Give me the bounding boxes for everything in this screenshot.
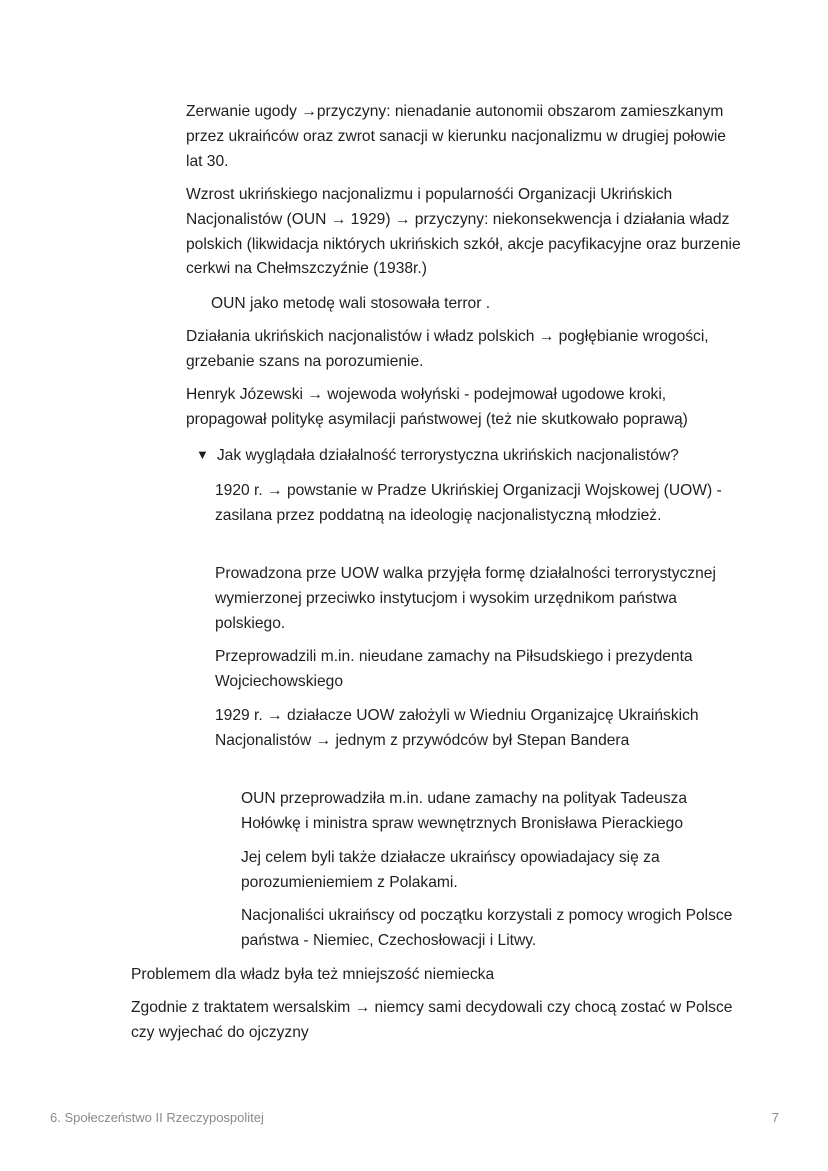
paragraph-dzialania: Działania ukrińskich nacjonalistów i władz polskich → pogłębianie wrogości, grzebanie szans na porozumienie.	[186, 328, 709, 370]
paragraph-cel-dzialacze: Jej celem byli także działacze ukraińscy opowiadajacy się za porozumieniemiem z Polakami.	[241, 849, 660, 891]
paragraph-zerwanie-ugody: Zerwanie ugody →przyczyny: nienadanie autonomii obszarom zamieszkanym przez ukraińców oraz zwrot sanacji w kierunku nacjonalizmu w drugiej połowie lat 30.	[186, 103, 726, 170]
paragraph-zamachy-nieudane: Przeprowadzili m.in. nieudane zamachy na Piłsudskiego i prezydenta Wojciechowskiego	[215, 648, 693, 690]
paragraph-wzrost-nacjonalizmu: Wzrost ukrińskiego nacjonalizmu i popularnośći Organizacji Ukrińskich Nacjonalistów (OUN → 1929) → przyczyny: niekonsekwencja i działania władz polskich (likwidacja niktórych ukrińskich szkół, akcje pacyfikacyjne oraz burzenie cerkwi na Chełmszczyźnie (1938r.)	[186, 186, 741, 278]
toggle-label: Jak wyglądała działalność terrorystyczna ukrińskich nacjonalistów?	[216, 447, 679, 464]
paragraph-walka-uow: Prowadzona prze UOW walka przyjęła formę działalności terrorystycznej wymierzonej przeciwko instytucjom i wysokim urzędnikom państwa polskiego.	[215, 565, 716, 632]
paragraph-oun-terror: OUN jako metodę wali stosowała terror .	[211, 295, 491, 312]
paragraph-traktat-wersalski: Zgodnie z traktatem wersalskim → niemcy sami decydowali czy chocą zostać w Polsce czy wyjechać do ojczyzny	[131, 999, 733, 1041]
paragraph-jozewski: Henryk Józewski → wojewoda wołyński - podejmował ugodowe kroki, propagował politykę asymilacji państwowej (też nie skutkowało poprawą)	[186, 386, 688, 428]
paragraph-1920-uow: 1920 r. → powstanie w Pradze Ukrińskiej Organizacji Wojskowej (UOW) - zasilana przez poddatną na ideologię nacjonalistyczną młodzież.	[215, 482, 722, 524]
paragraph-pomoc-wrogich: Nacjonaliści ukraińscy od początku korzystali z pomocy wrogich Polsce państwa - Niemiec, Czechosłowacji i Litwy.	[241, 907, 733, 949]
paragraph-1929-oun: 1929 r. → działacze UOW założyli w Wiedniu Organizajcę Ukraińskich Nacjonalistów → jednym z przywódców był Stepan Bandera	[215, 707, 699, 749]
triangle-down-icon[interactable]: ▼	[196, 447, 209, 462]
paragraph-mniejszosc-niemiecka: Problemem dla władz była też mniejszość niemiecka	[131, 966, 495, 983]
paragraph-udane-zamachy: OUN przeprowadziła m.in. udane zamachy na polityak Tadeusza Hołówkę i ministra spraw wewnętrznych Bronisława Pierackiego	[241, 790, 688, 832]
toggle-terrorism-question[interactable]	[196, 444, 756, 469]
footer-page-number: 7	[771, 1110, 779, 1125]
footer-chapter-title: 6. Społeczeństwo II Rzeczypospolitej	[50, 1110, 264, 1125]
